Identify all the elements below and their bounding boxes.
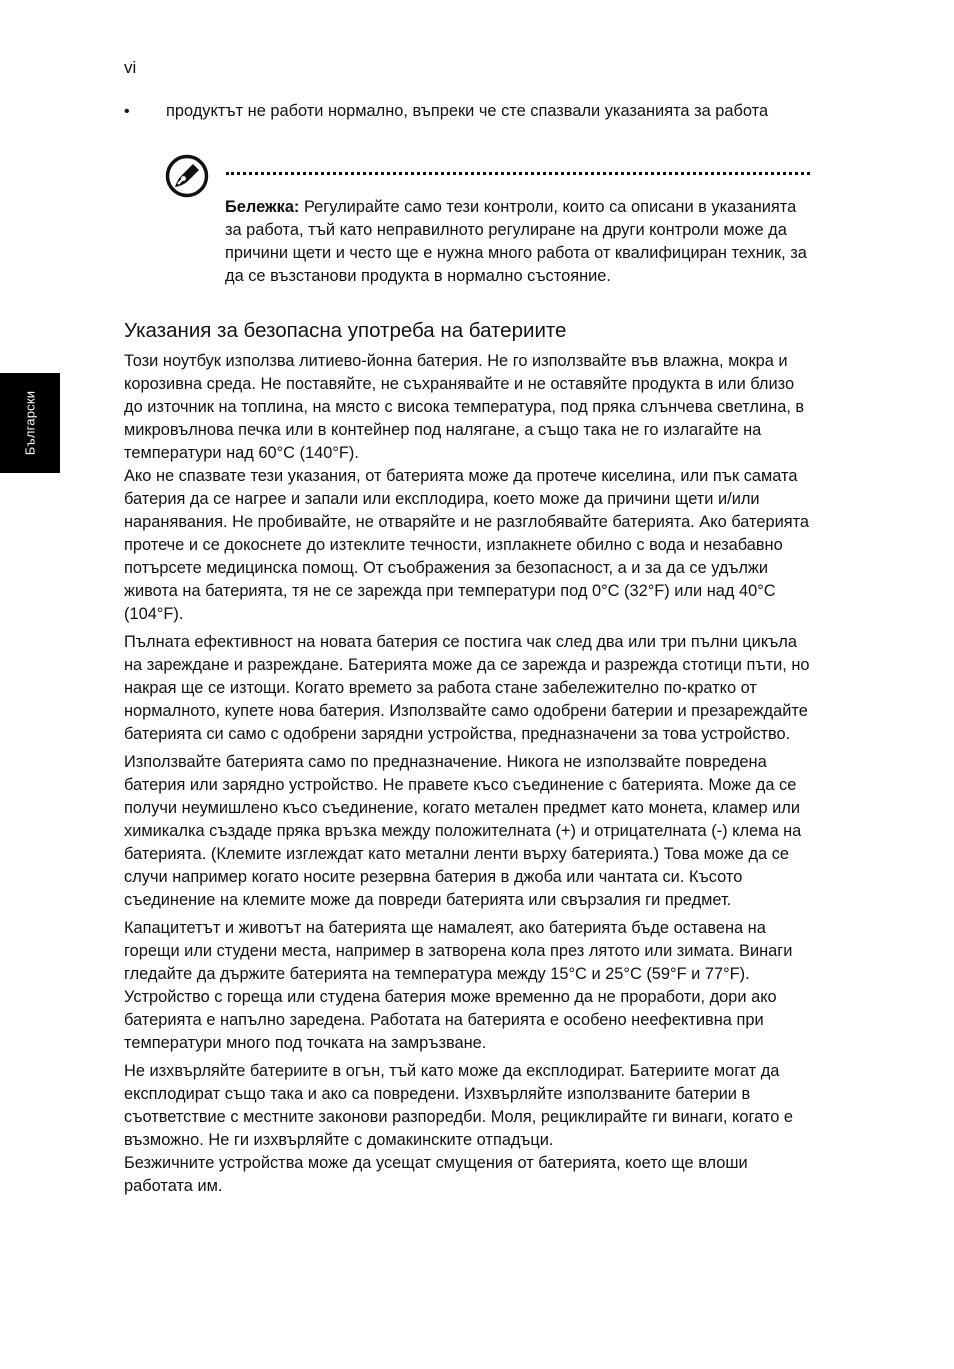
paragraph: Пълната ефективност на новата батерия се постига чак след два или три пълни цикъла на зареждане и разреждане. Батерията може да се зарежда и разрежда стотици пъти, но накрая ще се изтощи. Когато времето за работа стане забележително по-кратко от нормалното, купете нова батерия. Използвайте само одобрени батерии и презареждайте батерията си само с одобрени зарядни устройства, предназначени за това устройство. <box>124 633 810 743</box>
paragraph: Ако не спазвате тези указания, от батерията може да протече киселина, или пък самата батерия да се нагрее и запали или експлодира, което може да причини щети и/или наранявания. Не пробивайте, не отваряйте и не разглобявайте батерията. Ако батерията протече и се докоснете до изтеклите течности, изплакнете обилно с вода и незабавно потърсете медицинска помощ. От съображения за безопасност, а и за да се удължи живота на батерията, тя не се зарежда при температури под 0°C (32°F) или над 40°C (104°F). <box>124 467 810 623</box>
page-number: vi <box>124 58 137 77</box>
language-side-tab <box>0 373 60 473</box>
note-body: Регулирайте само тези контроли, които са описани в указанията за работа, тъй като неправилното регулиране на други контроли може да причини щети и често ще е нужна много работа от квалифициран техник, за да се възстанови продукта в нормално състояние. <box>225 198 807 285</box>
note-label: Бележка: <box>225 198 300 216</box>
note-block <box>225 196 810 288</box>
paragraph: Не изхвърляйте батериите в огън, тъй като може да експлодират. Батериите могат да експлодират също така и ако са повредени. Изхвърляйте използваните батерии в съответствие с местните законови разпоредби. Моля, рециклирайте ги винаги, когато е възможно. Не ги изхвърляйте с домакинските отпадъци. <box>124 1062 793 1149</box>
paragraph: Безжичните устройства може да усещат смущения от батерията, което ще влоши работата им. <box>124 1154 748 1195</box>
language-tab-label: Български <box>22 390 38 456</box>
section-body <box>124 350 814 1203</box>
bullet-text: продуктът не работи нормално, въпреки че сте спазвали указанията за работа <box>166 102 769 120</box>
bullet-marker: • <box>124 103 130 120</box>
section-heading: Указания за безопасна употреба на батериите <box>124 319 567 342</box>
bullet-item <box>124 100 814 123</box>
paragraph: Използвайте батерията само по предназначение. Никога не използвайте повредена батерия или зарядно устройство. Не правете късо съединение с батерията. Може да се получи неумишлено късо съединение, когато метален предмет като монета, кламер или химикалка създаде пряка връзка между положителната (+) и отрицателната (-) клема на батерията. (Клемите изглеждат като метални ленти върху батерията.) Това може да се случи например когато носите резервна батерия в джоба или чантата си. Късото съединение на клемите може да повреди батерията или свързалия ги предмет. <box>124 753 802 909</box>
paragraph: Този ноутбук използва литиево-йонна батерия. Не го използвайте във влажна, мокра и корозивна среда. Не поставяйте, не съхранявайте и не оставяйте продукта в или близо до източник на топлина, на място с висока температура, под пряка слънчева светлина, в микровълнова печка или в контейнер под налягане, а също така не го излагайте на температури над 60°C (140°F). <box>124 352 805 462</box>
note-pen-icon <box>165 154 209 198</box>
paragraph: Капацитетът и животът на батерията ще намалеят, ако батерията бъде оставена на горещи или студени места, например в затворена кола през лятото или зимата. Винаги гледайте да държите батерията на температура между 15°C и 25°C (59°F и 77°F). Устройство с гореща или студена батерия може временно да не проработи, дори ако батерията е напълно заредена. Работата на батерията е особено неефективна при температури много под точката на замръзване. <box>124 919 793 1052</box>
note-divider <box>226 172 810 175</box>
